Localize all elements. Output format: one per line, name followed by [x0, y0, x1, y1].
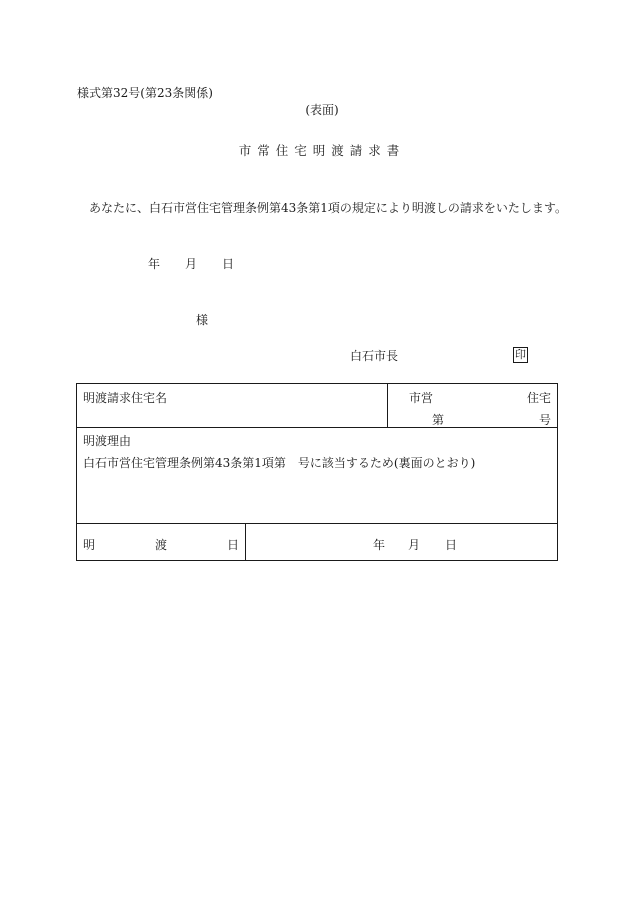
reason-label: 明渡理由	[83, 434, 132, 448]
vacate-month: 月	[408, 538, 421, 552]
side-label: (表面)	[305, 103, 339, 117]
vacate-label-3: 日	[226, 538, 239, 552]
date-year: 年	[148, 257, 161, 271]
housing-name-cell	[388, 384, 558, 428]
housing-label-cell	[77, 384, 388, 428]
housing-text: 住宅	[527, 391, 552, 405]
number-prefix: 第	[432, 413, 445, 427]
vacate-year: 年	[373, 538, 386, 552]
table-row-vacate-date	[77, 524, 558, 561]
body-text: あなたに、白石市営住宅管理条例第43条第1項の規定により明渡しの請求をいたします。	[89, 201, 567, 215]
number-suffix: 号	[539, 413, 552, 427]
vacate-day: 日	[445, 538, 458, 552]
date-month: 月	[185, 257, 198, 271]
table-row-reason	[77, 428, 558, 524]
vacate-label-1: 明	[83, 538, 96, 552]
reason-text: 白石市営住宅管理条例第43条第1項第 号に該当するため(裏面のとおり)	[83, 456, 476, 470]
issuer-name: 白石市長	[350, 349, 399, 363]
request-form-table	[76, 383, 558, 561]
reason-cell	[77, 428, 558, 524]
table-row-housing	[77, 384, 558, 428]
form-number: 様式第32号(第23条関係)	[77, 86, 213, 100]
document-title: 市常住宅明渡請求書	[238, 143, 406, 158]
addressee-suffix: 様	[196, 313, 209, 327]
vacate-date-label-cell	[77, 524, 246, 561]
date-day: 日	[222, 257, 235, 271]
vacate-date-value-cell	[246, 524, 558, 561]
vacate-label-2: 渡	[155, 538, 168, 552]
issue-date	[148, 255, 234, 272]
housing-label: 明渡請求住宅名	[83, 391, 168, 405]
seal-mark: 印	[515, 348, 526, 361]
city-housing-text: 市営	[409, 391, 434, 405]
